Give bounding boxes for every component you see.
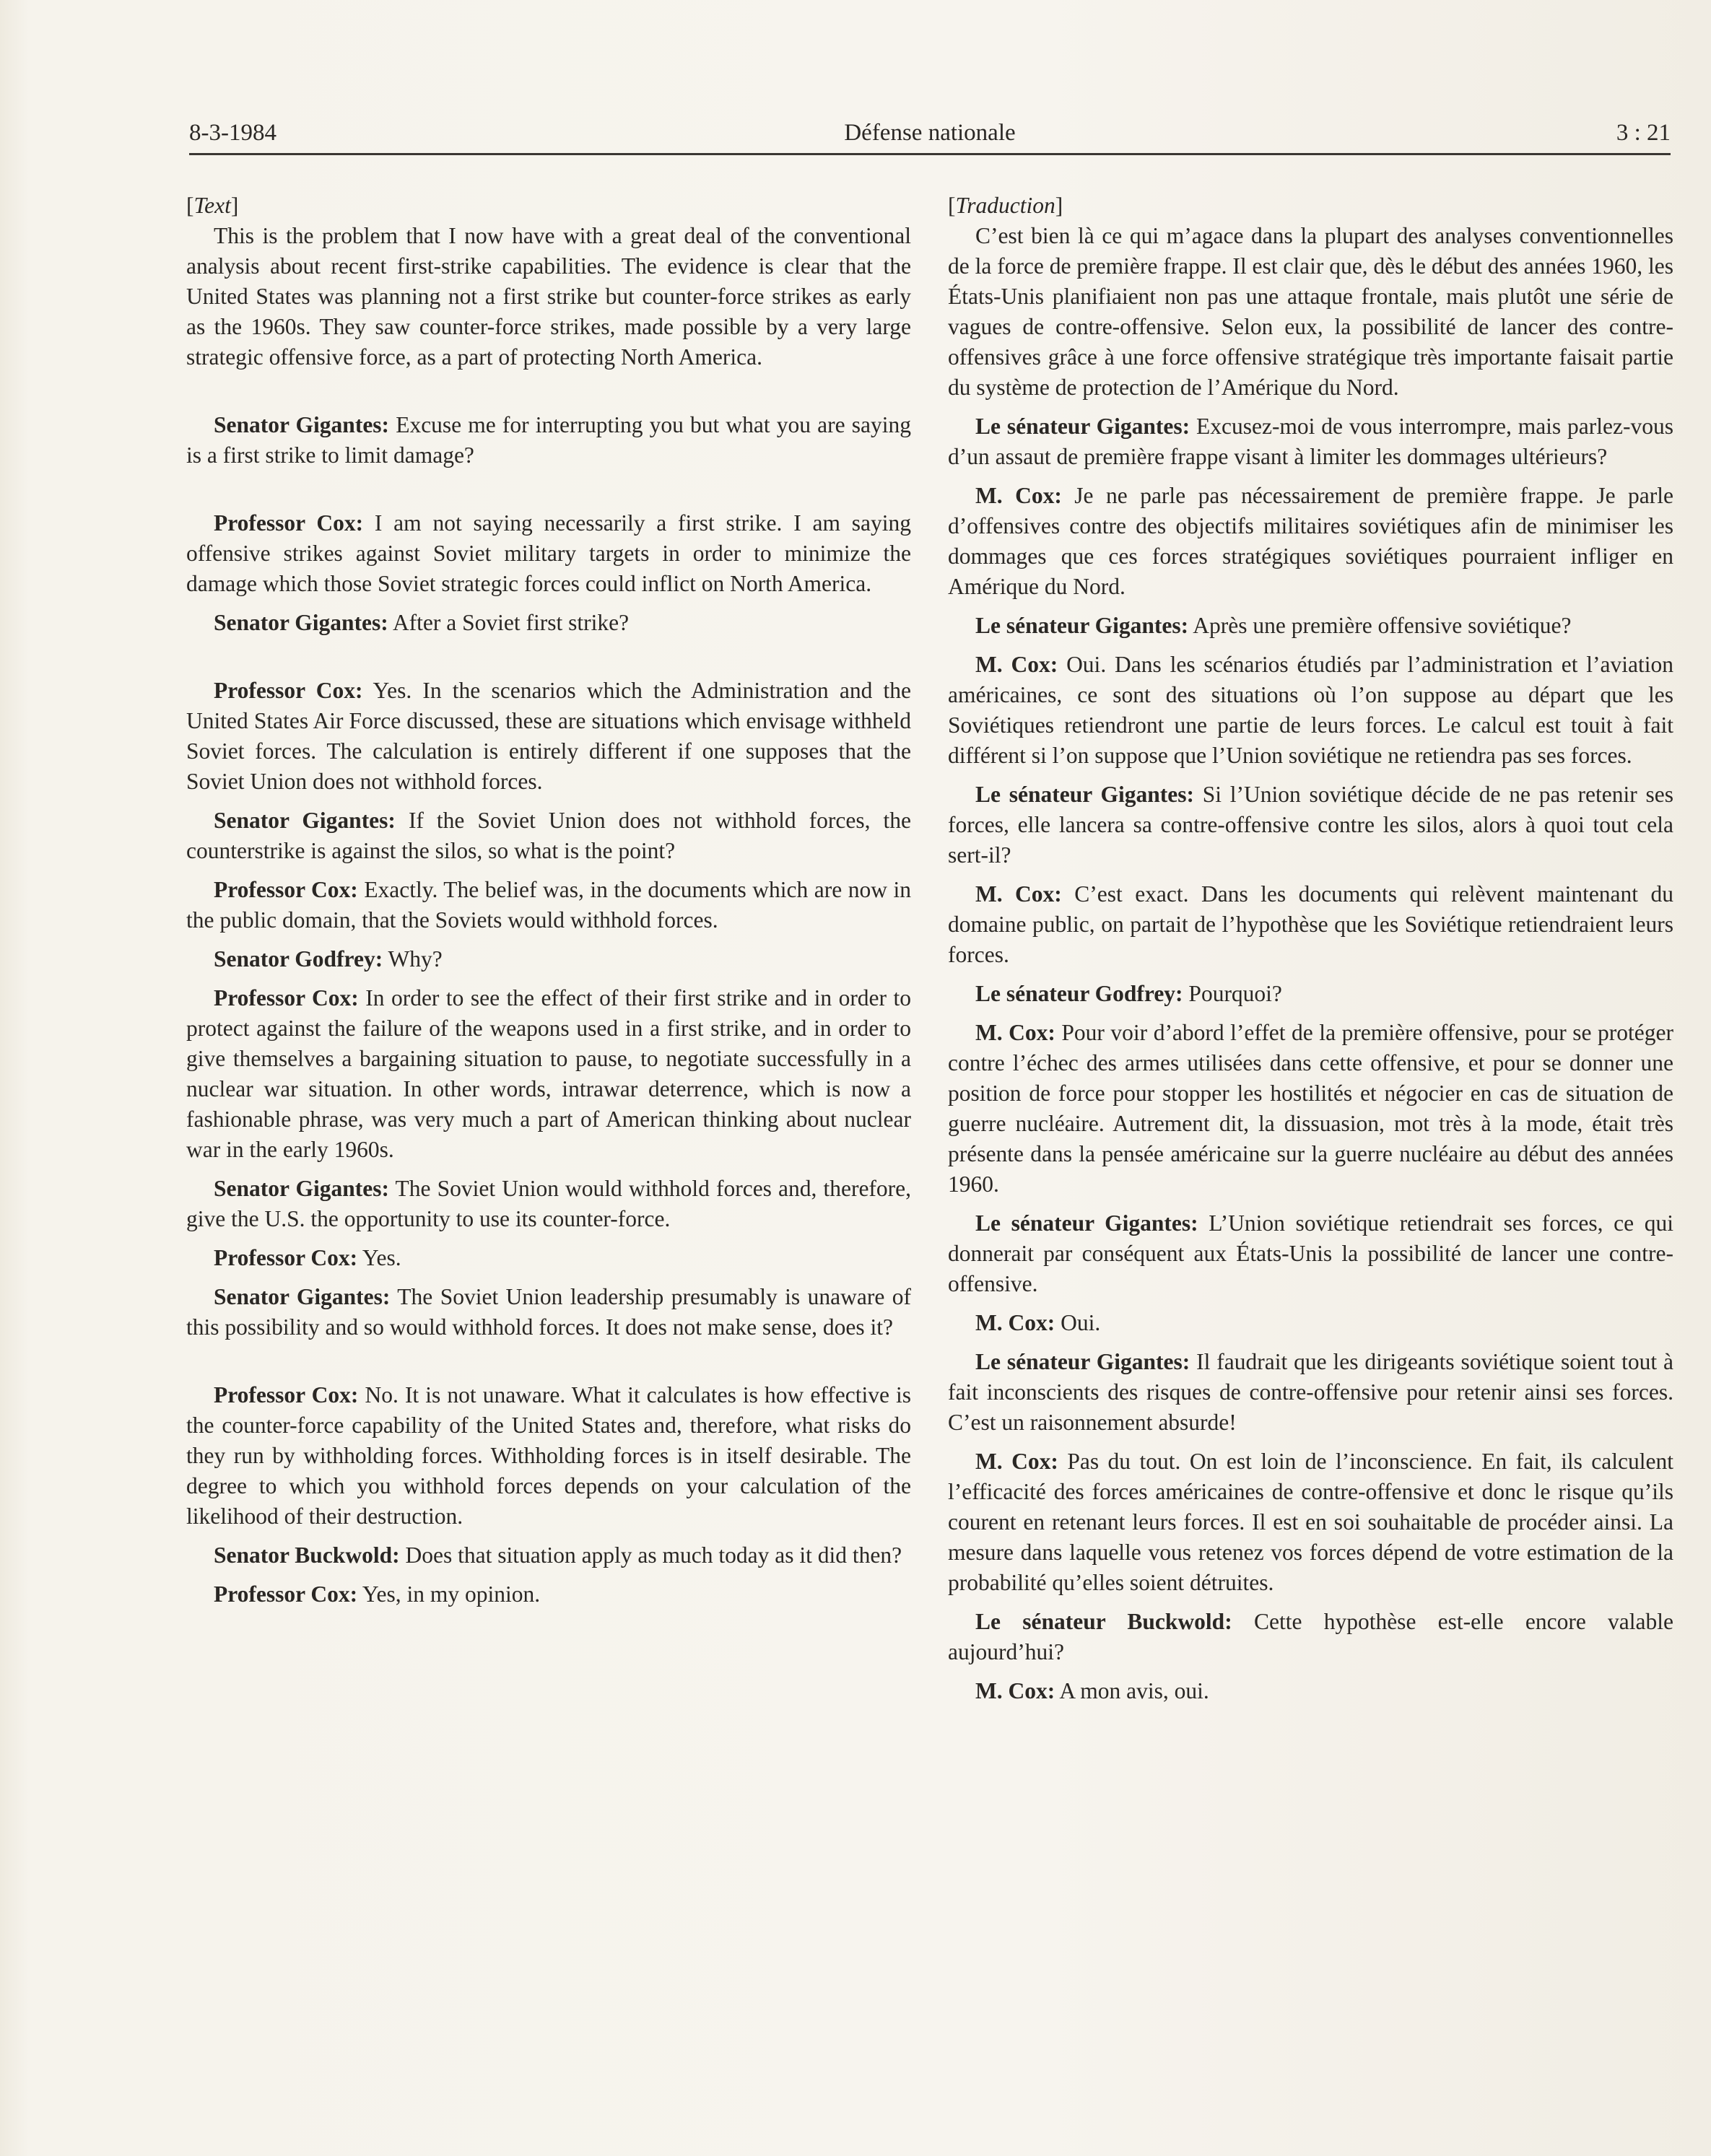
transcript-paragraph: Le sénateur Gigantes: L’Union soviétique retiendrait ses forces, ce qui donnerait par conséquent aux États-Unis la possibilité de lancer une contre-offensive. [948, 1210, 1673, 1296]
section-label-traduction: [Traduction] [948, 193, 1063, 218]
transcript-paragraph: Le sénateur Godfrey: Pourquoi? [975, 981, 1282, 1006]
header-title: Défense nationale [844, 120, 1016, 146]
transcript-paragraph: Senator Gigantes: The Soviet Union would withhold forces and, therefore, give the U.S. the opportunity to use its counter-force. [186, 1176, 912, 1231]
transcript-paragraph: Le sénateur Gigantes: Après une première offensive soviétique? [975, 613, 1572, 638]
transcript-paragraph: Senator Gigantes: After a Soviet first strike? [214, 610, 630, 635]
transcript-paragraph: C’est bien là ce qui m’agace dans la plupart des analyses conventionnelles de la force de première frappe. Il est clair que, dès le début des années 1960, les États-Unis planifiaient non pas une attaque frontale, mais plutôt une série de vagues de contre-offensive. Selon eux, la possibilité de lancer des contre-offensives grâce à une force offensive stratégique très importante faisait partie du système de protection de l’Amérique du Nord. [948, 223, 1673, 400]
transcript-paragraph: Professor Cox: I am not saying necessarily a first strike. I am saying offensive strikes against Soviet military targets in order to minimize the damage which those Soviet strategic forces could inflict on North America. [186, 510, 912, 596]
transcript-paragraph: M. Cox: A mon avis, oui. [975, 1678, 1209, 1703]
header-rule [189, 153, 1671, 155]
page-header [189, 115, 1671, 150]
transcript-paragraph: Le sénateur Gigantes: Si l’Union soviétique décide de ne pas retenir ses forces, elle lancera sa contre-offensive contre les silos, alors à quoi tout cela sert-il? [948, 782, 1673, 868]
transcript-paragraph: M. Cox: Pas du tout. On est loin de l’inconscience. En fait, ils calculent l’efficacité des forces américaines de contre-offensive et donc le risque qu’ils courent en retenant leurs forces. Il est en soi souhaitable de procéder ainsi. La mesure dans laquelle vous retenez vos forces dépend de votre estimation de la probabilité qu’elles soient détruites. [948, 1449, 1673, 1595]
header-page-number: 3 : 21 [1616, 120, 1671, 146]
transcript-paragraph: Senator Buckwold: Does that situation apply as much today as it did then? [214, 1542, 902, 1568]
transcript-paragraph: Le sénateur Gigantes: Il faudrait que les dirigeants soviétique soient tout à fait inconscients des risques de contre-offensive pour retenir ainsi ses forces. C’est un raisonnement absurde! [948, 1349, 1673, 1435]
transcript-paragraph: Professor Cox: Exactly. The belief was, in the documents which are now in the public domain, that the Soviets would withhold forces. [186, 877, 912, 933]
transcript-paragraph: Professor Cox: In order to see the effect of their first strike and in order to protect against the failure of the weapons used in a first strike, and in order to give themselves a bargaining situation to pause, to negotiate successfully in a nuclear war situation. In other words, intrawar deterrence, which is now a fashionable phrase, was very much a part of American thinking about nuclear war in the early 1960s. [186, 985, 912, 1162]
transcript-paragraph: Professor Cox: Yes, in my opinion. [214, 1581, 541, 1607]
transcript-paragraph: Senator Godfrey: Why? [214, 946, 443, 972]
transcript-paragraph: Senator Gigantes: The Soviet Union leadership presumably is unaware of this possibility and so would withhold forces. It does not make sense, does it? [186, 1284, 911, 1340]
transcript-paragraph: Le sénateur Buckwold: Cette hypothèse est-elle encore valable aujourd’hui? [948, 1609, 1674, 1664]
transcript-paragraph: M. Cox: Oui. [975, 1310, 1101, 1335]
transcript-paragraph: M. Cox: Oui. Dans les scénarios étudiés par l’administration et l’aviation américaines, ce sont des situations où l’on suppose au départ que les Soviétiques retiendront une partie de leurs forces. Le calcul est touit à fait différent si l’on suppose que l’Union soviétique ne retiendra pas ses forces. [948, 652, 1674, 768]
transcript-paragraph: M. Cox: Je ne parle pas nécessairement de première frappe. Je parle d’offensives contre des objectifs militaires soviétiques afin de minimiser les dommages que ces forces stratégiques soviétiques pourraient infliger en Amérique du Nord. [948, 483, 1673, 599]
transcript-paragraph: Professor Cox: No. It is not unaware. What it calculates is how effective is the counter-force capability of the United States and, therefore, what risks do they run by withholding forces. Withholding forces is in itself desirable. The degree to which you withhold forces depends on your calculation of the likelihood of their destruction. [186, 1382, 912, 1529]
transcript-paragraph: Professor Cox: Yes. In the scenarios which the Administration and the United States Air Force discussed, these are situations which envisage withheld Soviet forces. The calculation is entirely different if one supposes that the Soviet Union does not withhold forces. [186, 678, 911, 794]
transcript-paragraph: M. Cox: Pour voir d’abord l’effet de la première offensive, pour se protéger contre l’échec des armes utilisées dans cette offensive, et pour se donner une position de force pour stopper les hostilités et négocier en cas de situation de guerre nucléaire. Autrement dit, la dissuasion, mot très à la mode, était très présente dans la pensée américaine sur la guerre nucléaire au début des années 1960. [948, 1020, 1673, 1197]
transcript-paragraph: Le sénateur Gigantes: Excusez-moi de vous interrompre, mais parlez-vous d’un assaut de première frappe visant à limiter les dommages ultérieurs? [948, 414, 1673, 469]
english-column [186, 191, 911, 1610]
transcript-paragraph: Senator Gigantes: If the Soviet Union does not withhold forces, the counterstrike is against the silos, so what is the point? [186, 808, 911, 863]
transcript-paragraph: Senator Gigantes: Excuse me for interrupting you but what you are saying is a first strike to limit damage? [186, 412, 911, 468]
transcript-paragraph: M. Cox: C’est exact. Dans les documents qui relèvent maintenant du domaine public, on partait de l’hypothèse que les Soviétique retiendraient leurs forces. [948, 881, 1673, 967]
transcript-paragraph: This is the problem that I now have with a great deal of the conventional analysis about recent first-strike capabilities. The evidence is clear that the United States was planning not a first strike but counter-force strikes as early as the 1960s. They saw counter-force strikes, made possible by a very large strategic offensive force, as a part of protecting North America. [186, 223, 911, 370]
section-label-text: [Text] [186, 193, 239, 218]
french-column [948, 191, 1673, 1706]
transcript-paragraph: Professor Cox: Yes. [214, 1245, 401, 1270]
header-date: 8-3-1984 [189, 120, 277, 146]
